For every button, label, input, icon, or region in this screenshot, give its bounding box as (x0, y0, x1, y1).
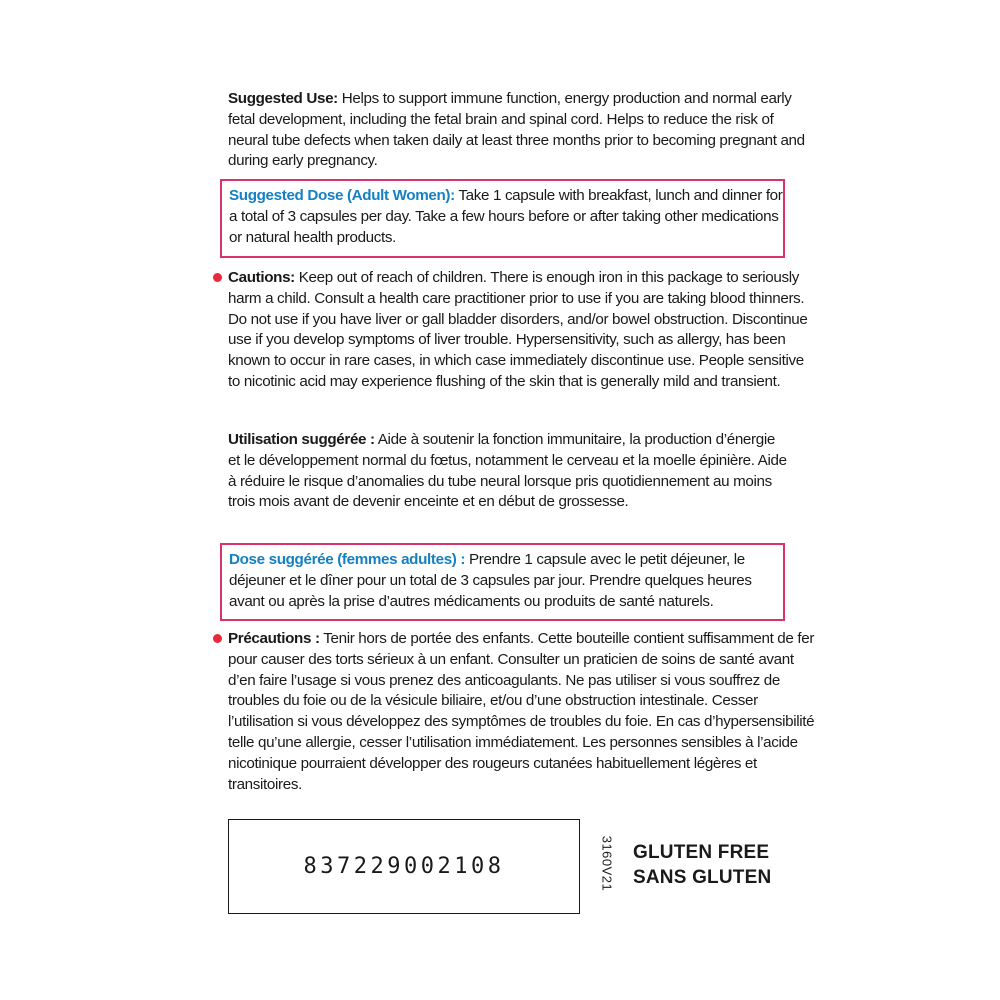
gluten-free-en: GLUTEN FREE (633, 842, 770, 863)
cautions-en (228, 268, 813, 393)
suggested-use-fr (228, 430, 788, 513)
product-code: 3160V21 (599, 835, 615, 892)
suggested-use-fr-label: Utilisation suggérée : (228, 431, 375, 448)
cautions-fr-bullet (213, 634, 222, 643)
cautions-en-bullet (213, 273, 222, 282)
suggested-dose-fr-text: Prendre 1 capsule avec le petit déjeuner, le déjeuner et le dîner pour un total de 3 capsules par jour. Prendre quelques heures avant ou après la prise d’autres médicaments ou produits de santé naturels. (229, 551, 752, 610)
barcode-box (228, 819, 580, 914)
suggested-dose-en-text: Take 1 capsule with breakfast, lunch and dinner for a total of 3 capsules per day. Take a few hours before or after taking other medications or natural health products. (229, 187, 783, 246)
cautions-fr-label: Précautions : (228, 630, 320, 647)
suggested-dose-en-label: Suggested Dose (Adult Women): (229, 187, 455, 204)
suggested-dose-en-box (220, 179, 785, 258)
gluten-free-fr: SANS GLUTEN (633, 867, 772, 888)
cautions-fr (228, 629, 818, 795)
suggested-use-en-text: Helps to support immune function, energy production and normal early fetal development, including the fetal brain and spinal cord. Helps to reduce the risk of neural tube defects when taken daily at least three months prior to becoming pregnant and during early pregnancy. (228, 90, 805, 170)
suggested-dose-fr-box (220, 543, 785, 621)
suggested-use-fr-text: Aide à soutenir la fonction immunitaire, la production d’énergie et le développement normal du fœtus, notamment le cerveau et la moelle épinière. Aide à réduire le risque d’anomalies du tube neural lorsque pris quotidiennement au moins trois mois avant de devenir enceinte et en début de grossesse. (228, 431, 787, 511)
suggested-use-en (228, 89, 813, 172)
cautions-en-text: Keep out of reach of children. There is enough iron in this package to seriously harm a child. Consult a health care practitioner prior to use if you are taking blood thinners. Do not use if you have liver or gall bladder disorders, and/or bowel obstruction. Discontinue use if you develop symptoms of liver trouble. Hypersensitivity, such as allergy, has been known to occur in rare cases, in which case immediately discontinue use. People sensitive to nicotinic acid may experience flushing of the skin that is generally mild and transient. (228, 269, 808, 390)
barcode-number: 837229002108 (303, 854, 505, 879)
suggested-dose-fr-label: Dose suggérée (femmes adultes) : (229, 551, 466, 568)
gluten-free-badge (633, 840, 771, 890)
cautions-en-label: Cautions: (228, 269, 295, 286)
cautions-fr-text: Tenir hors de portée des enfants. Cette bouteille contient suffisamment de fer pour causer des torts sérieux à un enfant. Consulter un praticien de soins de santé avant d’en faire l’usage si vous prenez des anticoagulants. Ne pas utiliser si vous souffrez de troubles du foie ou de la vésicule biliaire, et/ou d’une obstruction intestinale. Cesser l’utilisation si vous développez des symptômes de troubles du foie. En cas d’hypersensibilité telle qu’une allergie, cesser l’utilisation immédiatement. Les personnes sensibles à l’acide nicotinique pourraient développer des rougeurs cutanées habituellement légères et transitoires. (228, 630, 815, 793)
suggested-use-en-label: Suggested Use: (228, 90, 338, 107)
